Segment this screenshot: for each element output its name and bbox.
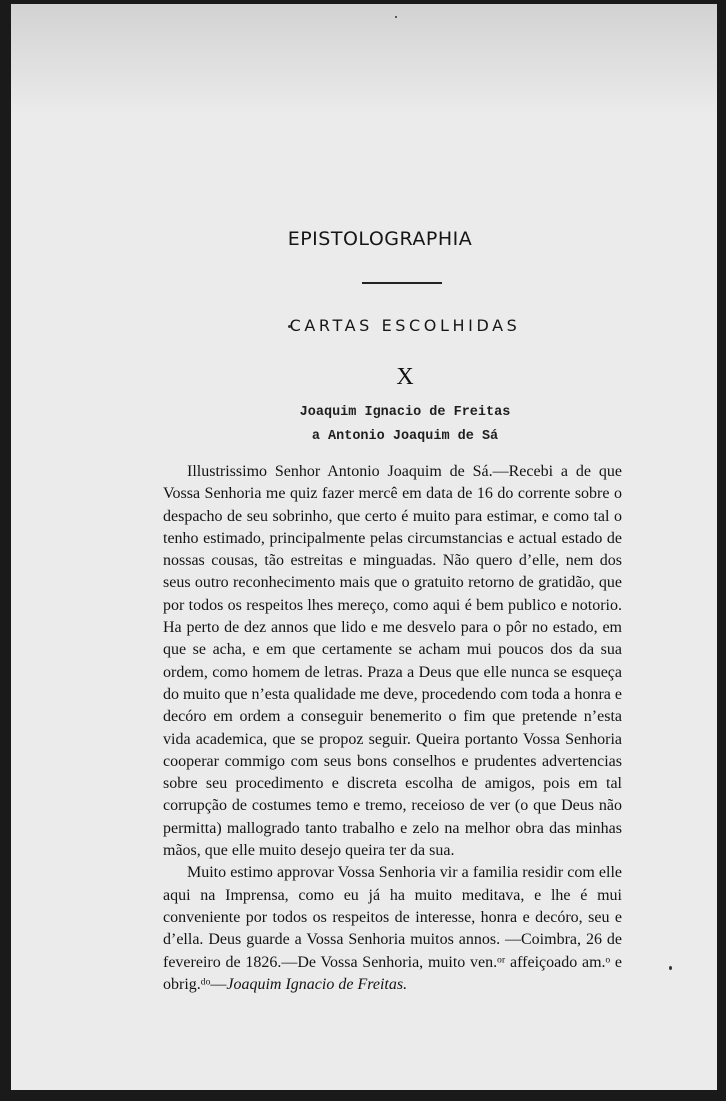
ink-speck	[669, 966, 672, 970]
ink-speck	[395, 16, 397, 18]
subtitle: CARTAS ESCOLHIDAS	[289, 316, 521, 335]
letter-sender: Joaquim Ignacio de Freitas	[299, 405, 511, 420]
document-page	[8, 4, 717, 1090]
closing-text: Muito estimo approvar Vossa Senhoria vir a familia residir com elle aqui na Imprensa, como eu já ha muito meditava, e lhe é mui conveniente por todos os respeitos de interesse, honra e decóro, seu e d’ella. Deus guarde a Vossa Senhoria muitos annos. —Coimbra, 26 de fevereiro de 1826.—De Vossa Senhoria, muito ven.ᵒʳ affeiçoado am.ᵒ e obrig.ᵈᵒ—	[163, 864, 622, 993]
letter-number: X	[396, 364, 414, 390]
paragraph-closing	[163, 862, 622, 996]
letter-recipient: a Antonio Joaquim de Sá	[311, 429, 499, 444]
paragraph: Illustrissimo Senhor Antonio Joaquim de Sá.—Recebi a de que Vossa Senhoria me quiz fazer mercê em data de 16 do corrente sobre o despacho de seu sobrinho, que certo é muito para estimar, e como tal o tenho estimado, principalmente pelas circumstancias e actual estado de nossas cousas, tão estreitas e minguadas. Não quero d’elle, nem dos seus outro reconhecimento mais que o gratuito retorno de gratidão, que por todos os respeitos lhes mereço, como aqui é bem publico e notorio. Ha perto de dez annos que lido e me desvelo para o pôr no estado, em que se acha, e em que certamente se acham mui poucos dos da sua ordem, como homem de letras. Praza a Deus que elle nunca se esqueça do muito que n’esta qualidade me deve, procedendo com toda a honra e decóro em ordem a conseguir benemerito o fim que pretende n’esta vida academica, que se propoz seguir. Queira portanto Vossa Senhoria cooperar commigo com seus bons conselhos e prudentes advertencias sobre seu procedimento e discreta escolha de amigos, pois em tal corrupção de costumes temo e tremo, receioso de ver (o que Deus não permitta) mallogrado tanto trabalho e zelo na melhor obra das minhas mãos, que elle muito desejo queira ter da sua.	[163, 463, 622, 860]
title-divider	[362, 282, 442, 284]
signature: Joaquim Ignacio de Freitas.	[226, 975, 408, 993]
section-title: EPISTOLOGRAPHIA	[287, 228, 473, 250]
letter-body	[163, 461, 622, 996]
scan-shadow	[11, 4, 717, 114]
